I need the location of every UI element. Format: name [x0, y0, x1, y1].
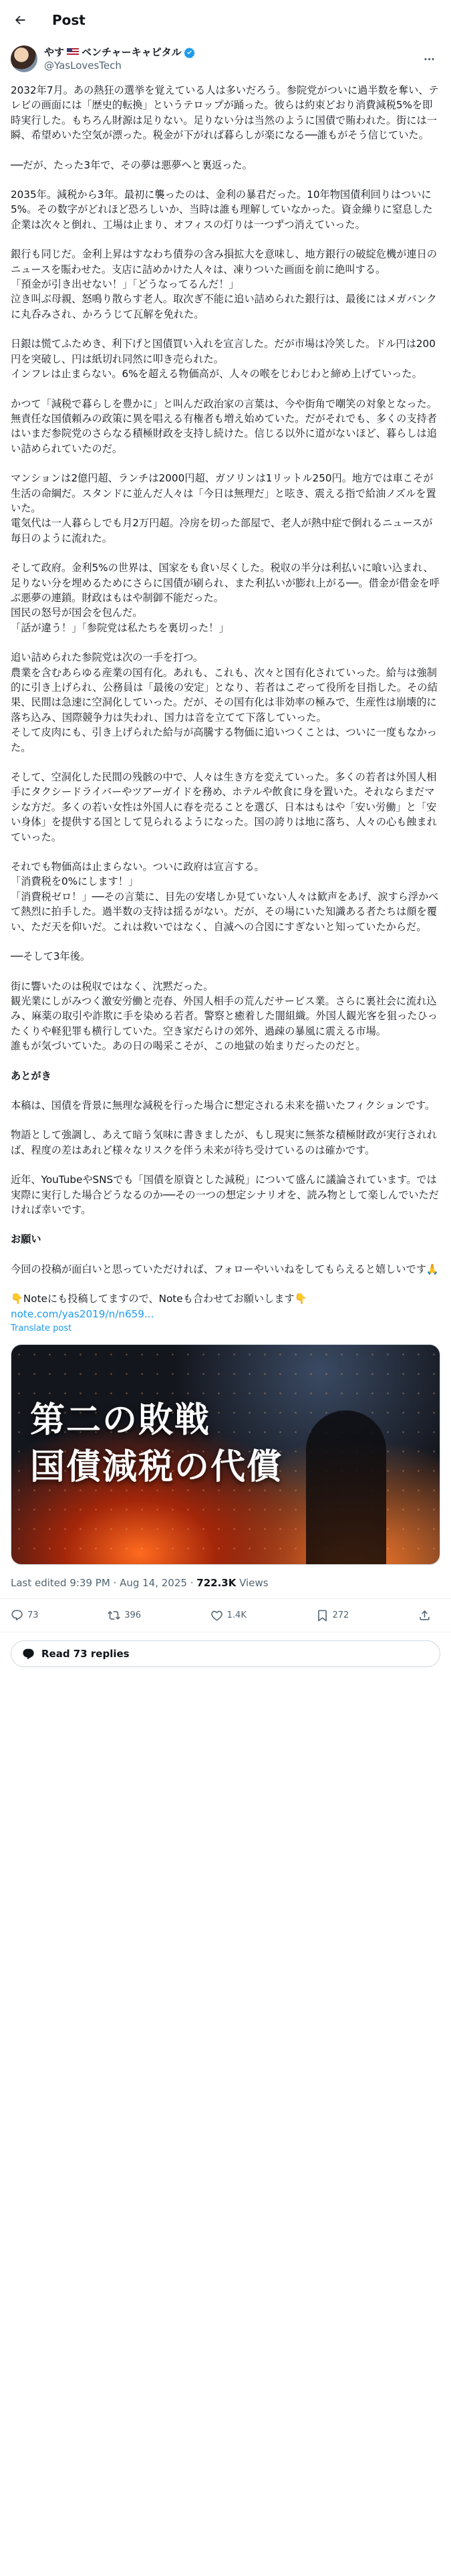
- afterword-paragraph-2: 物語として強調し、あえて暗う気味に書きましたが、もし現実に無茶な積極財政が実行されれば、程度の差はあれど様々なリスクを伴う未来が待ち受けているのは確かです。: [11, 1129, 437, 1156]
- bookmark-icon: [316, 1609, 329, 1622]
- story-paragraph-12: ──そして3年後。: [11, 950, 91, 963]
- story-paragraph-11: それでも物価高は止まらない。ついに政府は宣言する。 「消費税を0%にします！」 「消費税ゼロ！」──その言葉に、目先の安堵しか見ていない人々は歓声をあげ、涙すら浮かべて熱烈に拍手した。過半数の支持は揺るがない。だが、その場にいた知識ある者たちは顔を覆い、ただ天を仰いだ。これは救いではなく、自滅への合図にすぎないと知っていたからだ。: [11, 861, 439, 933]
- bookmark-button[interactable]: [316, 1609, 349, 1622]
- action-bar: [0, 1599, 451, 1632]
- arrow-left-icon: [13, 13, 27, 27]
- author-name-row[interactable]: [44, 45, 418, 59]
- views-label: Views: [239, 1577, 269, 1589]
- heart-icon: [210, 1609, 223, 1622]
- story-paragraph-1: 2032年7月。あの熱狂の選挙を覚えている人は多いだろう。参院党がついに過半数を奪い、テレビの画面には「歴史的転換」というテロップが踊った。彼らは約束どおり消費減税5%を即時実行した。もちろん財源は足りない。足りない分は当然のように国債で賄われた。街には一瞬、希望めいた空気が漂った。税金が下がれば暮らしが楽になる──誰もがそう信じていた。: [11, 84, 439, 142]
- views-count: 722.3K: [196, 1577, 237, 1589]
- more-options-button[interactable]: [418, 47, 440, 70]
- story-paragraph-7: マンションは2億円超、ランチは2000円超、ガソリンは1リットル250円。地方では車こそが生活の命綱だ。スタンドに並んだ人々は「今日は無理だ」と呟き、震える指で給油ノズルを置いた。 電気代は一人暮らしでも月2万円超。冷房を切った部屋で、老人が熱中症で倒れるニュースが毎日のように流れた。: [11, 472, 436, 544]
- story-paragraph-3: 2035年。減税から3年。最初に襲ったのは、金利の暴君だった。10年物国債利回りはついに5%。その数字がどれほど恐ろしいか、当時は誰も理解していなかった。資金繰りに窒息した企業は次々と倒れ、工場は止まり、オフィスの灯りは一つずつ消えていった。: [11, 189, 433, 231]
- request-heading: お願い: [11, 1233, 41, 1246]
- repost-count: 396: [124, 1610, 142, 1620]
- read-replies-button[interactable]: [11, 1640, 440, 1667]
- top-bar: [0, 0, 451, 40]
- avatar[interactable]: [11, 45, 37, 72]
- story-paragraph-9: 追い詰められた参院党は次の一手を打つ。 農業を含むあらゆる産業の国有化。あれも、これも、次々と国有化されていった。給与は強制的に引き上げられ、公務員は「最後の安定」となり、若者はこぞって役所を目指した。その結果、民間は急速に空洞化していった。だが、その国有化は非効率の極みで、生産性は崩壊的に落ち込み、国際競争力は失われ、国力は音を立てて下落していった。 そして皮肉にも、引き上げられた給与が高騰する物価に追いつくことは、ついに一度もなかった。: [11, 651, 438, 754]
- translate-post-link[interactable]: Translate post: [11, 1323, 72, 1333]
- note-line: 👇Noteにも投稿してますので、Noteも合わせてお願いします👇: [11, 1293, 307, 1305]
- author-name: やす: [44, 46, 65, 58]
- card-title: [30, 1397, 283, 1491]
- share-button[interactable]: [418, 1609, 435, 1622]
- note-link[interactable]: note.com/yas2019/n/n659...: [11, 1307, 154, 1320]
- card-figure: [306, 1410, 386, 1564]
- meta-separator: ·: [190, 1577, 197, 1589]
- share-icon: [418, 1609, 431, 1622]
- read-replies-label: Read 73 replies: [41, 1648, 130, 1660]
- repost-icon: [108, 1609, 120, 1622]
- story-paragraph-4: 銀行も同じだ。金利上昇はすなわち債券の含み損拡大を意味し、地方銀行の破綻危機が連日のニュースを賑わせた。支店に詰めかけた人々は、凍りついた画面を前に絶叫する。 「預金が引き出せない！」「どうなってるんだ！」 泣き叫ぶ母親、怒鳴り散らす老人。取次ぎ不能に追い詰められた銀行は、最後にはメガバンクに丸呑みされ、かろうじて瓦解を免れた。: [11, 248, 437, 320]
- reply-bubble-icon: [22, 1648, 35, 1660]
- story-paragraph-13: 街に響いたのは税収ではなく、沈黙だった。 観光業にしがみつく激安労働と売春、外国人相手の荒んだサービス業。さらに裏社会に流れ込み、麻薬の取引や詐欺に手を染める若者。警察と癒着した闇組織。外国人観光客を狙ったひったくりや軽犯罪も横行していた。空き家だらけの郊外、過疎の暴風に震える市場。 誰もが気づいていた。あの日の喝采こそが、この地獄の始まりだったのだと。: [11, 980, 438, 1053]
- back-button[interactable]: [7, 7, 33, 33]
- card-title-line-1: 第二の敗戦: [30, 1400, 211, 1440]
- author-row: [0, 40, 451, 75]
- post-text: [0, 75, 451, 1335]
- link-card-image[interactable]: [11, 1344, 440, 1565]
- story-paragraph-10: そして、空洞化した民間の残骸の中で、人々は生き方を変えていった。多くの若者は外国人相手にタクシードライバーやツアーガイドを務め、ホテルや飲食に身を置いた。それならまだマシな方だ。多くの若い女性は外国人に春を売ることを選び、日本はもはや「安い労働」と「安い身体」を提供する国として見られるようになった。国の誇りは地に落ち、人々の心も蝕まれていった。: [11, 771, 437, 843]
- verified-badge-icon: [184, 47, 195, 58]
- more-icon: [423, 53, 436, 66]
- repost-button[interactable]: [108, 1609, 141, 1622]
- story-paragraph-5: 日銀は慌てふためき、利下げと国債買い入れを宣言した。だが市場は冷笑した。ドル円は200円を突破し、円は紙切れ同然に叩き売られた。 インフレは止まらない。6%を超える物価高が、人々の喉をじわじわと締め上げていった。: [11, 338, 436, 381]
- reply-icon: [11, 1609, 23, 1622]
- bookmark-count: 272: [332, 1610, 349, 1620]
- author-name-suffix: ベンチャーキャピタル: [82, 46, 182, 58]
- card-title-line-2: 国債減税の代償: [30, 1447, 283, 1487]
- page-title: Post: [52, 12, 86, 28]
- story-paragraph-2: ──だが、たった3年で、その夢は悪夢へと裏返った。: [11, 158, 253, 171]
- afterword-paragraph-1: 本稿は、国債を背景に無理な減税を行った場合に想定される未来を描いたフィクションです。: [11, 1099, 436, 1111]
- reply-button[interactable]: [11, 1609, 39, 1622]
- like-button[interactable]: [210, 1609, 247, 1622]
- story-paragraph-6: かつて「減税で暮らしを豊かに」と叫んだ政治家の言葉は、今や街角で嘲笑の対象となった。無責任な国債頼みの政策に異を唱える有権者も増え始めていた。だがそれでも、多くの支持者はいまだ参院党のさらなる積極財政を支持し続けた。信じる以外に道がないほど、暮らしは追い詰められていたのだ。: [11, 397, 437, 455]
- reply-count: 73: [27, 1610, 39, 1620]
- afterword-heading: あとがき: [11, 1069, 51, 1082]
- afterword-paragraph-3: 近年、YouTubeやSNSでも「国債を原資とした減税」について盛んに議論されています。では実際に実行した場合どうなるのか──その一つの想定シナリオを、読み物として楽しんでいただければ幸いです。: [11, 1174, 439, 1216]
- us-flag-icon: [67, 48, 79, 56]
- request-paragraph: 今回の投稿が面白いと思っていただければ、フォローやいいねをしてもらえると嬉しいです🙏: [11, 1263, 439, 1275]
- story-paragraph-8: そして政府。金利5%の世界は、国家をも食い尽くした。税収の半分は利払いに喰い込まれ、足りない分を埋めるためにさらに国債が刷られ、また利払いが膨れ上がる──。借金が借金を呼ぶ悪夢の連鎖。財政はもはや制御不能だった。 国民の怒号が国会を包んだ。 「話が違う！」「参院党は私たちを裏切った！」: [11, 562, 440, 634]
- author-info: [44, 45, 418, 72]
- author-handle[interactable]: @YasLovesTech: [44, 60, 122, 72]
- post-meta: [0, 1565, 451, 1599]
- edited-timestamp[interactable]: Last edited 9:39 PM · Aug 14, 2025: [11, 1577, 187, 1589]
- like-count: 1.4K: [227, 1610, 247, 1620]
